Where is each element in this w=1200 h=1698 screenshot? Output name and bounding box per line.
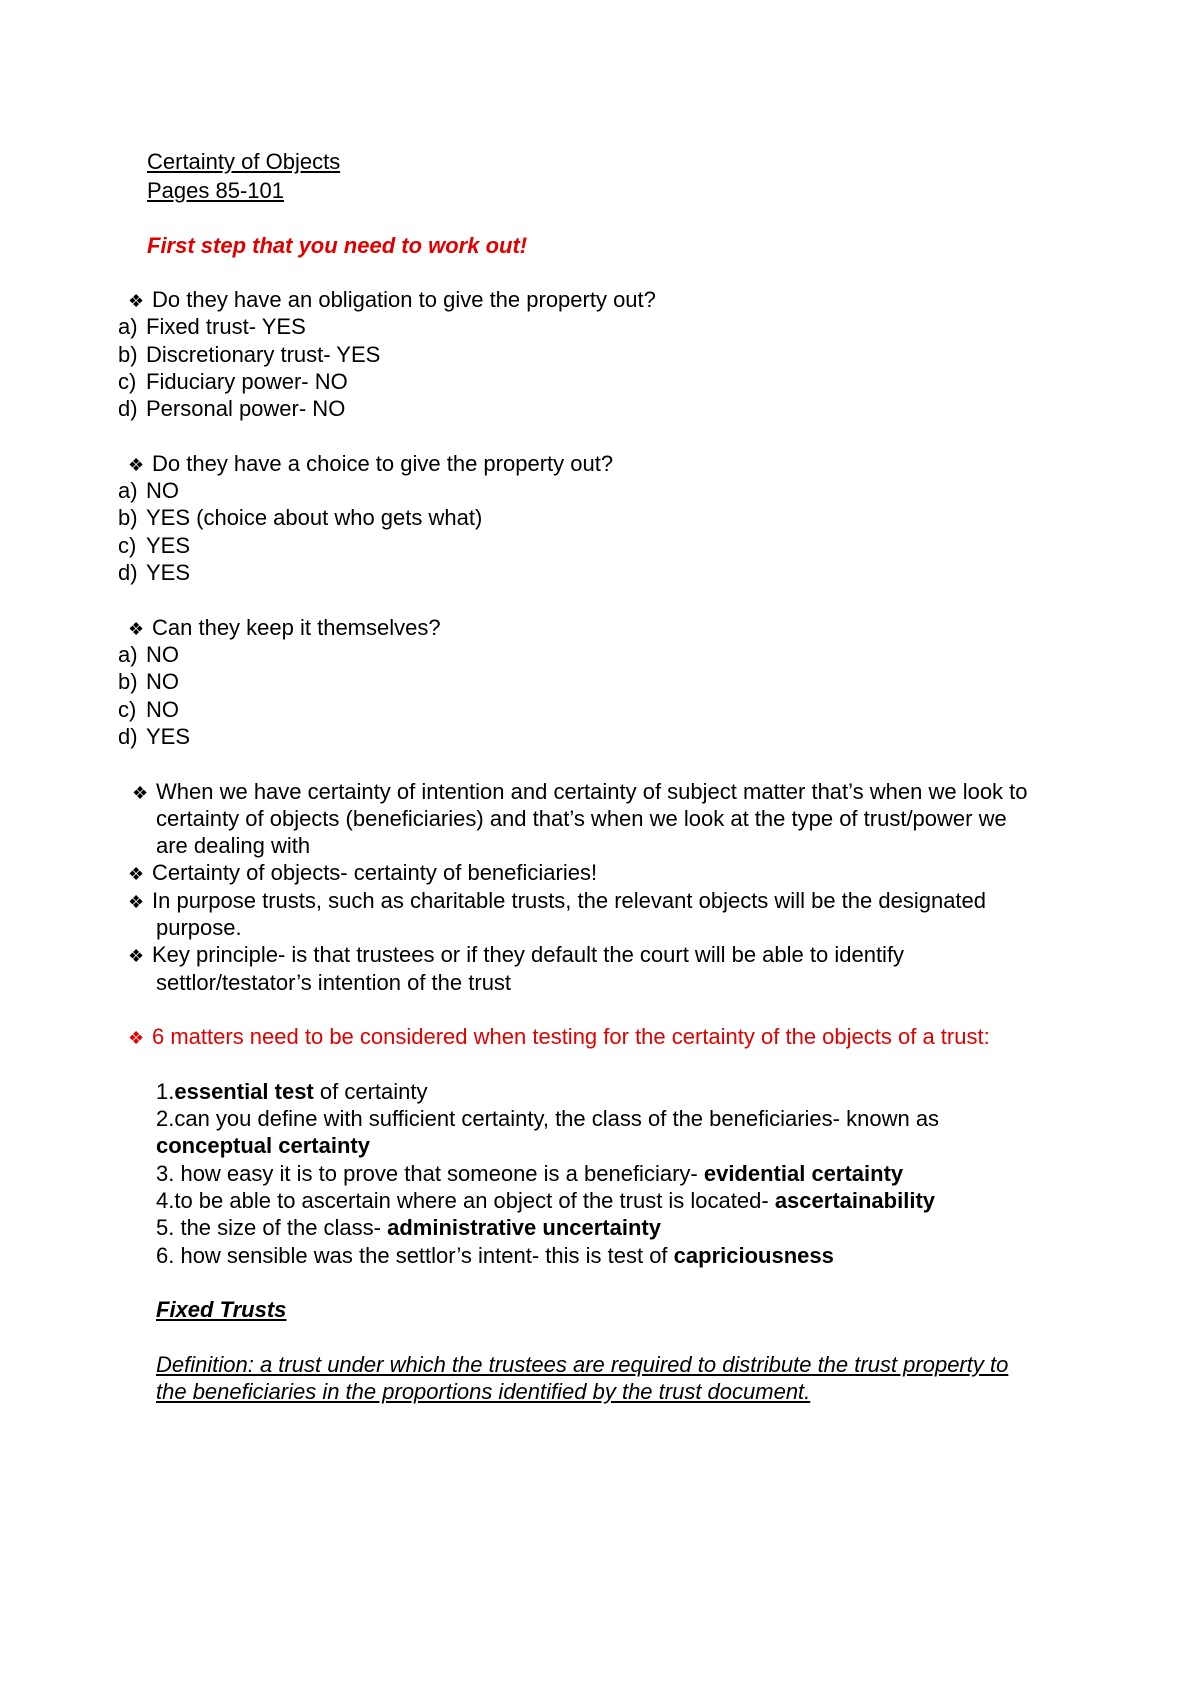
matter-6: 6. how sensible was the settlor’s intent- this is test of capriciousness	[156, 1243, 834, 1268]
definition-line-1: Definition: a trust under which the trustees are required to distribute the trust property to	[156, 1352, 1009, 1377]
matter-2: 2.can you define with sufficient certainty, the class of the beneficiaries- known as	[156, 1106, 940, 1131]
note-2: ❖ Certainty of objects- certainty of beneficiaries!	[128, 858, 597, 889]
question-1: ❖ Do they have an obligation to give the property out?	[128, 285, 656, 316]
note-4-line-2: settlor/testator’s intention of the trust	[156, 970, 512, 995]
first-step-heading: First step that you need to work out!	[147, 233, 528, 258]
matter-2-bold: conceptual certainty	[156, 1133, 370, 1158]
answer-2b: b) YES (choice about who gets what)	[118, 505, 483, 530]
matter-4: 4.to be able to ascertain where an object of the trust is located- ascertainability	[156, 1188, 935, 1213]
answer-1b: b) Discretionary trust- YES	[118, 342, 381, 367]
note-3: ❖ In purpose trusts, such as charitable trusts, the relevant objects will be the designated	[128, 886, 986, 917]
question-2: ❖ Do they have a choice to give the property out?	[128, 449, 613, 480]
document-title: Certainty of Objects	[147, 149, 341, 174]
definition-line-2: the beneficiaries in the proportions identified by the trust document.	[156, 1379, 811, 1404]
matter-3: 3. how easy it is to prove that someone is a beneficiary- evidential certainty	[156, 1161, 904, 1186]
answer-1d: d) Personal power- NO	[118, 396, 346, 421]
matter-5: 5. the size of the class- administrative uncertainty	[156, 1215, 661, 1240]
answer-2d: d) YES	[118, 560, 191, 585]
answer-3b: b) NO	[118, 669, 179, 694]
fixed-trusts-heading: Fixed Trusts	[156, 1297, 287, 1322]
diamond-bullet-icon: ❖	[128, 892, 145, 912]
answer-2a: a) NO	[118, 478, 179, 503]
answer-3c: c) NO	[118, 697, 179, 722]
matter-1: 1.essential test of certainty	[156, 1079, 428, 1104]
note-4: ❖ Key principle- is that trustees or if they default the court will be able to identify	[128, 940, 904, 971]
answer-1c: c) Fiduciary power- NO	[118, 369, 348, 394]
diamond-bullet-icon: ❖	[132, 783, 149, 803]
diamond-bullet-icon: ❖	[128, 619, 145, 639]
answer-3d: d) YES	[118, 724, 191, 749]
page-range: Pages 85-101	[147, 178, 284, 203]
answer-2c: c) YES	[118, 533, 191, 558]
diamond-bullet-icon: ❖	[128, 1028, 145, 1048]
diamond-bullet-icon: ❖	[128, 291, 145, 311]
question-3: ❖ Can they keep it themselves?	[128, 613, 441, 644]
answer-3a: a) NO	[118, 642, 179, 667]
diamond-bullet-icon: ❖	[128, 946, 145, 966]
note-3-line-2: purpose.	[156, 915, 242, 940]
note-1: ❖ When we have certainty of intention and certainty of subject matter that’s when we look to	[132, 777, 1028, 808]
note-1-line-2: certainty of objects (beneficiaries) and that’s when we look at the type of trust/power we	[156, 806, 1007, 831]
diamond-bullet-icon: ❖	[128, 455, 145, 475]
matters-heading: ❖ 6 matters need to be considered when testing for the certainty of the objects of a trust:	[128, 1022, 990, 1053]
diamond-bullet-icon: ❖	[128, 864, 145, 884]
answer-1a: a) Fixed trust- YES	[118, 314, 306, 339]
note-1-line-3: are dealing with	[156, 833, 311, 858]
